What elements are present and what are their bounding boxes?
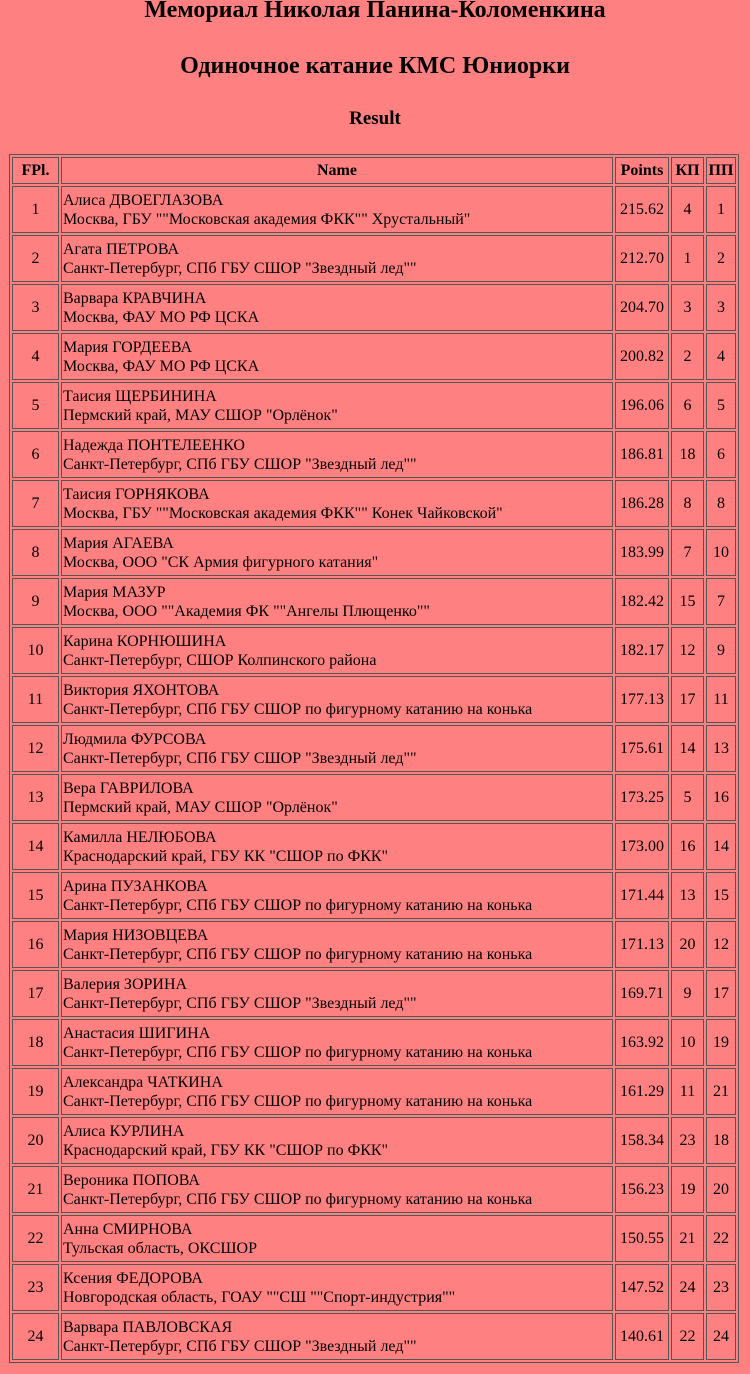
place-cell: 14 (12, 823, 59, 870)
skater-cell (61, 1264, 613, 1311)
skater-cell (61, 872, 613, 919)
kp-cell: 21 (671, 1215, 704, 1262)
skater-cell (61, 823, 613, 870)
points-cell: 161.29 (615, 1068, 669, 1115)
kp-cell: 8 (671, 480, 704, 527)
skater-name: Александра ЧАТКИНА (63, 1073, 223, 1091)
table-row (12, 627, 736, 674)
place-cell: 21 (12, 1166, 59, 1213)
points-cell: 150.55 (615, 1215, 669, 1262)
page-title: Мемориал Николая Панина-Коломенкина (144, 0, 606, 23)
skater-club: Санкт-Петербург, СПб ГБУ СШОР "Звездный лед"" (63, 455, 417, 473)
kp-cell: 11 (671, 1068, 704, 1115)
skater-cell (61, 235, 613, 282)
points-cell: 200.82 (615, 333, 669, 380)
skater-cell (61, 725, 613, 772)
table-header-row (12, 157, 736, 184)
kp-cell: 22 (671, 1313, 704, 1360)
table-row (12, 676, 736, 723)
table-row (12, 333, 736, 380)
skater-club: Санкт-Петербург, СПб ГБУ СШОР по фигурному катанию на конька (63, 1190, 533, 1208)
skater-cell (61, 186, 613, 233)
pp-cell: 12 (706, 921, 736, 968)
column-header-points: Points (615, 157, 669, 184)
place-cell: 2 (12, 235, 59, 282)
kp-cell: 19 (671, 1166, 704, 1213)
skater-club: Москва, ФАУ МО РФ ЦСКА (63, 357, 260, 375)
skater-cell (61, 382, 613, 429)
skater-club: Тульская область, ОКСШОР (63, 1239, 257, 1257)
table-row (12, 823, 736, 870)
skater-club: Москва, ООО "СК Армия фигурного катания" (63, 553, 379, 571)
skater-cell (61, 970, 613, 1017)
skater-cell (61, 1166, 613, 1213)
pp-cell: 24 (706, 1313, 736, 1360)
points-cell: 182.17 (615, 627, 669, 674)
kp-cell: 1 (671, 235, 704, 282)
place-cell: 4 (12, 333, 59, 380)
results-body (12, 186, 736, 1360)
skater-cell (61, 333, 613, 380)
skater-cell (61, 1068, 613, 1115)
points-cell: 173.25 (615, 774, 669, 821)
pp-cell: 5 (706, 382, 736, 429)
skater-name: Варвара ПАВЛОВСКАЯ (63, 1318, 233, 1336)
points-cell: 173.00 (615, 823, 669, 870)
skater-club: Санкт-Петербург, СПб ГБУ СШОР по фигурному катанию на конька (63, 945, 533, 963)
points-cell: 186.28 (615, 480, 669, 527)
skater-cell (61, 921, 613, 968)
pp-cell: 13 (706, 725, 736, 772)
skater-cell (61, 1215, 613, 1262)
table-row (12, 1215, 736, 1262)
pp-cell: 17 (706, 970, 736, 1017)
place-cell: 12 (12, 725, 59, 772)
pp-cell: 3 (706, 284, 736, 331)
points-cell: 204.70 (615, 284, 669, 331)
table-row (12, 529, 736, 576)
kp-cell: 20 (671, 921, 704, 968)
kp-cell: 18 (671, 431, 704, 478)
table-row (12, 1019, 736, 1066)
skater-club: Москва, ФАУ МО РФ ЦСКА (63, 308, 260, 326)
table-row (12, 725, 736, 772)
points-cell: 186.81 (615, 431, 669, 478)
pp-cell: 11 (706, 676, 736, 723)
skater-name: Мария НИЗОВЦЕВА (63, 926, 209, 944)
kp-cell: 3 (671, 284, 704, 331)
kp-cell: 14 (671, 725, 704, 772)
skater-cell (61, 431, 613, 478)
place-cell: 20 (12, 1117, 59, 1164)
skater-club: Санкт-Петербург, СПб ГБУ СШОР по фигурному катанию на конька (63, 1092, 533, 1110)
pp-cell: 15 (706, 872, 736, 919)
place-cell: 13 (12, 774, 59, 821)
pp-cell: 21 (706, 1068, 736, 1115)
points-cell: 212.70 (615, 235, 669, 282)
place-cell: 6 (12, 431, 59, 478)
skater-name: Вера ГАВРИЛОВА (63, 779, 194, 797)
kp-cell: 17 (671, 676, 704, 723)
kp-cell: 12 (671, 627, 704, 674)
table-row (12, 382, 736, 429)
skater-cell (61, 480, 613, 527)
skater-name: Агата ПЕТРОВА (63, 240, 180, 258)
kp-cell: 15 (671, 578, 704, 625)
skater-club: Санкт-Петербург, СПб ГБУ СШОР "Звездный лед"" (63, 259, 417, 277)
table-row (12, 1068, 736, 1115)
pp-cell: 19 (706, 1019, 736, 1066)
kp-cell: 6 (671, 382, 704, 429)
pp-cell: 22 (706, 1215, 736, 1262)
skater-club: Москва, ООО ""Академия ФК ""Ангелы Плющенко"" (63, 602, 430, 620)
points-cell: 171.13 (615, 921, 669, 968)
skater-cell (61, 1313, 613, 1360)
section-heading: Result (349, 108, 401, 129)
kp-cell: 13 (671, 872, 704, 919)
skater-name: Таисия ЩЕРБИНИНА (63, 387, 217, 405)
pp-cell: 14 (706, 823, 736, 870)
table-row (12, 1117, 736, 1164)
skater-name: Алиса КУРЛИНА (63, 1122, 185, 1140)
event-subtitle: Одиночное катание КМС Юниорки (180, 53, 570, 79)
pp-cell: 7 (706, 578, 736, 625)
place-cell: 15 (12, 872, 59, 919)
place-cell: 10 (12, 627, 59, 674)
table-row (12, 1264, 736, 1311)
place-cell: 7 (12, 480, 59, 527)
pp-cell: 1 (706, 186, 736, 233)
points-cell: 183.99 (615, 529, 669, 576)
skater-club: Санкт-Петербург, СПб ГБУ СШОР по фигурному катанию на конька (63, 896, 533, 914)
skater-club: Санкт-Петербург, СПб ГБУ СШОР "Звездный лед"" (63, 994, 417, 1012)
skater-name: Мария ГОРДЕЕВА (63, 338, 193, 356)
column-header-kp: КП (671, 157, 704, 184)
place-cell: 9 (12, 578, 59, 625)
table-row (12, 921, 736, 968)
skater-cell (61, 578, 613, 625)
points-cell: 156.23 (615, 1166, 669, 1213)
place-cell: 23 (12, 1264, 59, 1311)
place-cell: 17 (12, 970, 59, 1017)
table-row (12, 235, 736, 282)
skater-name: Арина ПУЗАНКОВА (63, 877, 208, 895)
pp-cell: 6 (706, 431, 736, 478)
place-cell: 18 (12, 1019, 59, 1066)
column-header-place: FPl. (12, 157, 59, 184)
pp-cell: 20 (706, 1166, 736, 1213)
skater-club: Новгородская область, ГОАУ ""СШ ""Спорт-индустрия"" (63, 1288, 456, 1306)
pp-cell: 8 (706, 480, 736, 527)
skater-name: Мария МАЗУР (63, 583, 166, 601)
points-cell: 177.13 (615, 676, 669, 723)
points-cell: 175.61 (615, 725, 669, 772)
place-cell: 22 (12, 1215, 59, 1262)
skater-name: Ксения ФЕДОРОВА (63, 1269, 203, 1287)
skater-name: Надежда ПОНТЕЛЕЕНКО (63, 436, 245, 454)
table-row (12, 774, 736, 821)
kp-cell: 16 (671, 823, 704, 870)
table-row (12, 578, 736, 625)
skater-name: Анастасия ШИГИНА (63, 1024, 211, 1042)
place-cell: 8 (12, 529, 59, 576)
pp-cell: 18 (706, 1117, 736, 1164)
skater-club: Москва, ГБУ ""Московская академия ФКК"" Хрустальный" (63, 210, 471, 228)
points-cell: 182.42 (615, 578, 669, 625)
skater-name: Анна СМИРНОВА (63, 1220, 193, 1238)
place-cell: 19 (12, 1068, 59, 1115)
table-row (12, 970, 736, 1017)
skater-cell (61, 627, 613, 674)
skater-club: Санкт-Петербург, СШОР Колпинского района (63, 651, 377, 669)
kp-cell: 23 (671, 1117, 704, 1164)
skater-name: Вероника ПОПОВА (63, 1171, 200, 1189)
skater-club: Москва, ГБУ ""Московская академия ФКК"" Конек Чайковской" (63, 504, 503, 522)
place-cell: 11 (12, 676, 59, 723)
place-cell: 3 (12, 284, 59, 331)
skater-name: Виктория ЯХОНТОВА (63, 681, 220, 699)
points-cell: 215.62 (615, 186, 669, 233)
column-header-pp: ПП (706, 157, 736, 184)
table-row (12, 480, 736, 527)
points-cell: 171.44 (615, 872, 669, 919)
results-table (9, 154, 739, 1363)
place-cell: 24 (12, 1313, 59, 1360)
skater-cell (61, 774, 613, 821)
skater-club: Санкт-Петербург, СПб ГБУ СШОР "Звездный лед"" (63, 749, 417, 767)
skater-club: Пермский край, МАУ СШОР "Орлёнок" (63, 798, 338, 816)
table-row (12, 284, 736, 331)
skater-cell (61, 1019, 613, 1066)
kp-cell: 24 (671, 1264, 704, 1311)
skater-name: Карина КОРНЮШИНА (63, 632, 227, 650)
skater-club: Пермский край, МАУ СШОР "Орлёнок" (63, 406, 338, 424)
place-cell: 1 (12, 186, 59, 233)
skater-club: Санкт-Петербург, СПб ГБУ СШОР по фигурному катанию на конька (63, 700, 533, 718)
points-cell: 196.06 (615, 382, 669, 429)
pp-cell: 9 (706, 627, 736, 674)
skater-club: Краснодарский край, ГБУ КК "СШОР по ФКК" (63, 1141, 389, 1159)
kp-cell: 4 (671, 186, 704, 233)
table-row (12, 186, 736, 233)
points-cell: 169.71 (615, 970, 669, 1017)
pp-cell: 10 (706, 529, 736, 576)
skater-name: Камилла НЕЛЮБОВА (63, 828, 217, 846)
table-row (12, 1166, 736, 1213)
skater-name: Варвара КРАВЧИНА (63, 289, 207, 307)
skater-name: Мария АГАЕВА (63, 534, 174, 552)
table-row (12, 1313, 736, 1360)
pp-cell: 2 (706, 235, 736, 282)
pp-cell: 23 (706, 1264, 736, 1311)
kp-cell: 7 (671, 529, 704, 576)
points-cell: 147.52 (615, 1264, 669, 1311)
pp-cell: 4 (706, 333, 736, 380)
table-row (12, 872, 736, 919)
place-cell: 16 (12, 921, 59, 968)
points-cell: 158.34 (615, 1117, 669, 1164)
skater-name: Валерия ЗОРИНА (63, 975, 188, 993)
points-cell: 163.92 (615, 1019, 669, 1066)
kp-cell: 9 (671, 970, 704, 1017)
kp-cell: 5 (671, 774, 704, 821)
skater-club: Санкт-Петербург, СПб ГБУ СШОР по фигурному катанию на конька (63, 1043, 533, 1061)
place-cell: 5 (12, 382, 59, 429)
skater-name: Алиса ДВОЕГЛАЗОВА (63, 191, 224, 209)
skater-cell (61, 676, 613, 723)
skater-name: Таисия ГОРНЯКОВА (63, 485, 210, 503)
skater-cell (61, 284, 613, 331)
skater-name: Людмила ФУРСОВА (63, 730, 207, 748)
pp-cell: 16 (706, 774, 736, 821)
column-header-name: Name (61, 157, 613, 184)
skater-cell (61, 1117, 613, 1164)
skater-cell (61, 529, 613, 576)
points-cell: 140.61 (615, 1313, 669, 1360)
kp-cell: 2 (671, 333, 704, 380)
skater-club: Санкт-Петербург, СПб ГБУ СШОР "Звездный лед"" (63, 1337, 417, 1355)
table-row (12, 431, 736, 478)
skater-club: Краснодарский край, ГБУ КК "СШОР по ФКК" (63, 847, 389, 865)
kp-cell: 10 (671, 1019, 704, 1066)
